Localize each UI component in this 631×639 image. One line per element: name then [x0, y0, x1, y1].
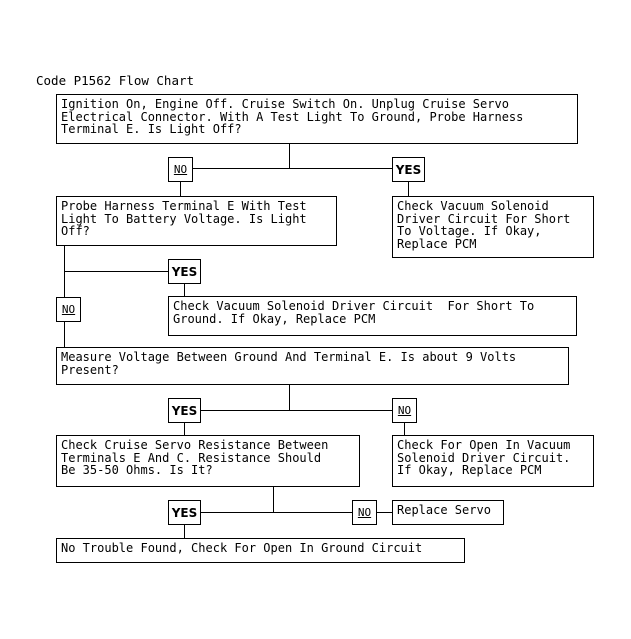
no-label-text: NO [397, 404, 412, 417]
yes-label [392, 157, 425, 182]
step-box-measure-voltage: Measure Voltage Between Ground And Terminal E. Is about 9 Volts Present? [56, 347, 569, 385]
yes-label-text: YES [395, 162, 422, 177]
no-label [56, 297, 81, 322]
yes-label [168, 398, 201, 423]
step-box-battery-voltage-test: Probe Harness Terminal E With Test Light To Battery Voltage. Is Light Off? [56, 196, 337, 246]
no-label-text: NO [173, 163, 188, 176]
chart-title: Code P1562 Flow Chart [36, 73, 195, 88]
connector-line [184, 410, 404, 411]
yes-label-text: YES [171, 505, 198, 520]
step-box-servo-resistance: Check Cruise Servo Resistance Between Terminals E And C. Resistance Should Be 35-50 Ohms. Is It? [56, 435, 360, 487]
step-box-ignition-test: Ignition On, Engine Off. Cruise Switch On. Unplug Cruise Servo Electrical Connector. With A Test Light To Ground, Probe Harness Terminal E. Is Light Off? [56, 94, 578, 144]
step-box-replace-servo: Replace Servo [392, 500, 504, 525]
connector-line [289, 144, 290, 168]
connector-line [180, 168, 408, 169]
connector-line [289, 385, 290, 410]
yes-label-text: YES [171, 403, 198, 418]
no-label-text: NO [357, 506, 372, 519]
step-box-no-trouble-found: No Trouble Found, Check For Open In Ground Circuit [56, 538, 465, 563]
no-label [168, 157, 193, 182]
no-label [392, 398, 417, 423]
step-box-short-to-ground: Check Vacuum Solenoid Driver Circuit For Short To Ground. If Okay, Replace PCM [168, 296, 577, 336]
yes-label-text: YES [171, 264, 198, 279]
yes-label [168, 500, 201, 525]
step-box-open-driver-circuit: Check For Open In Vacuum Solenoid Driver Circuit. If Okay, Replace PCM [392, 435, 594, 487]
connector-line [64, 271, 184, 272]
connector-line [273, 487, 274, 512]
yes-label [168, 259, 201, 284]
step-box-short-to-voltage: Check Vacuum Solenoid Driver Circuit For Short To Voltage. If Okay, Replace PCM [392, 196, 594, 258]
no-label-text: NO [61, 303, 76, 316]
no-label [352, 500, 377, 525]
